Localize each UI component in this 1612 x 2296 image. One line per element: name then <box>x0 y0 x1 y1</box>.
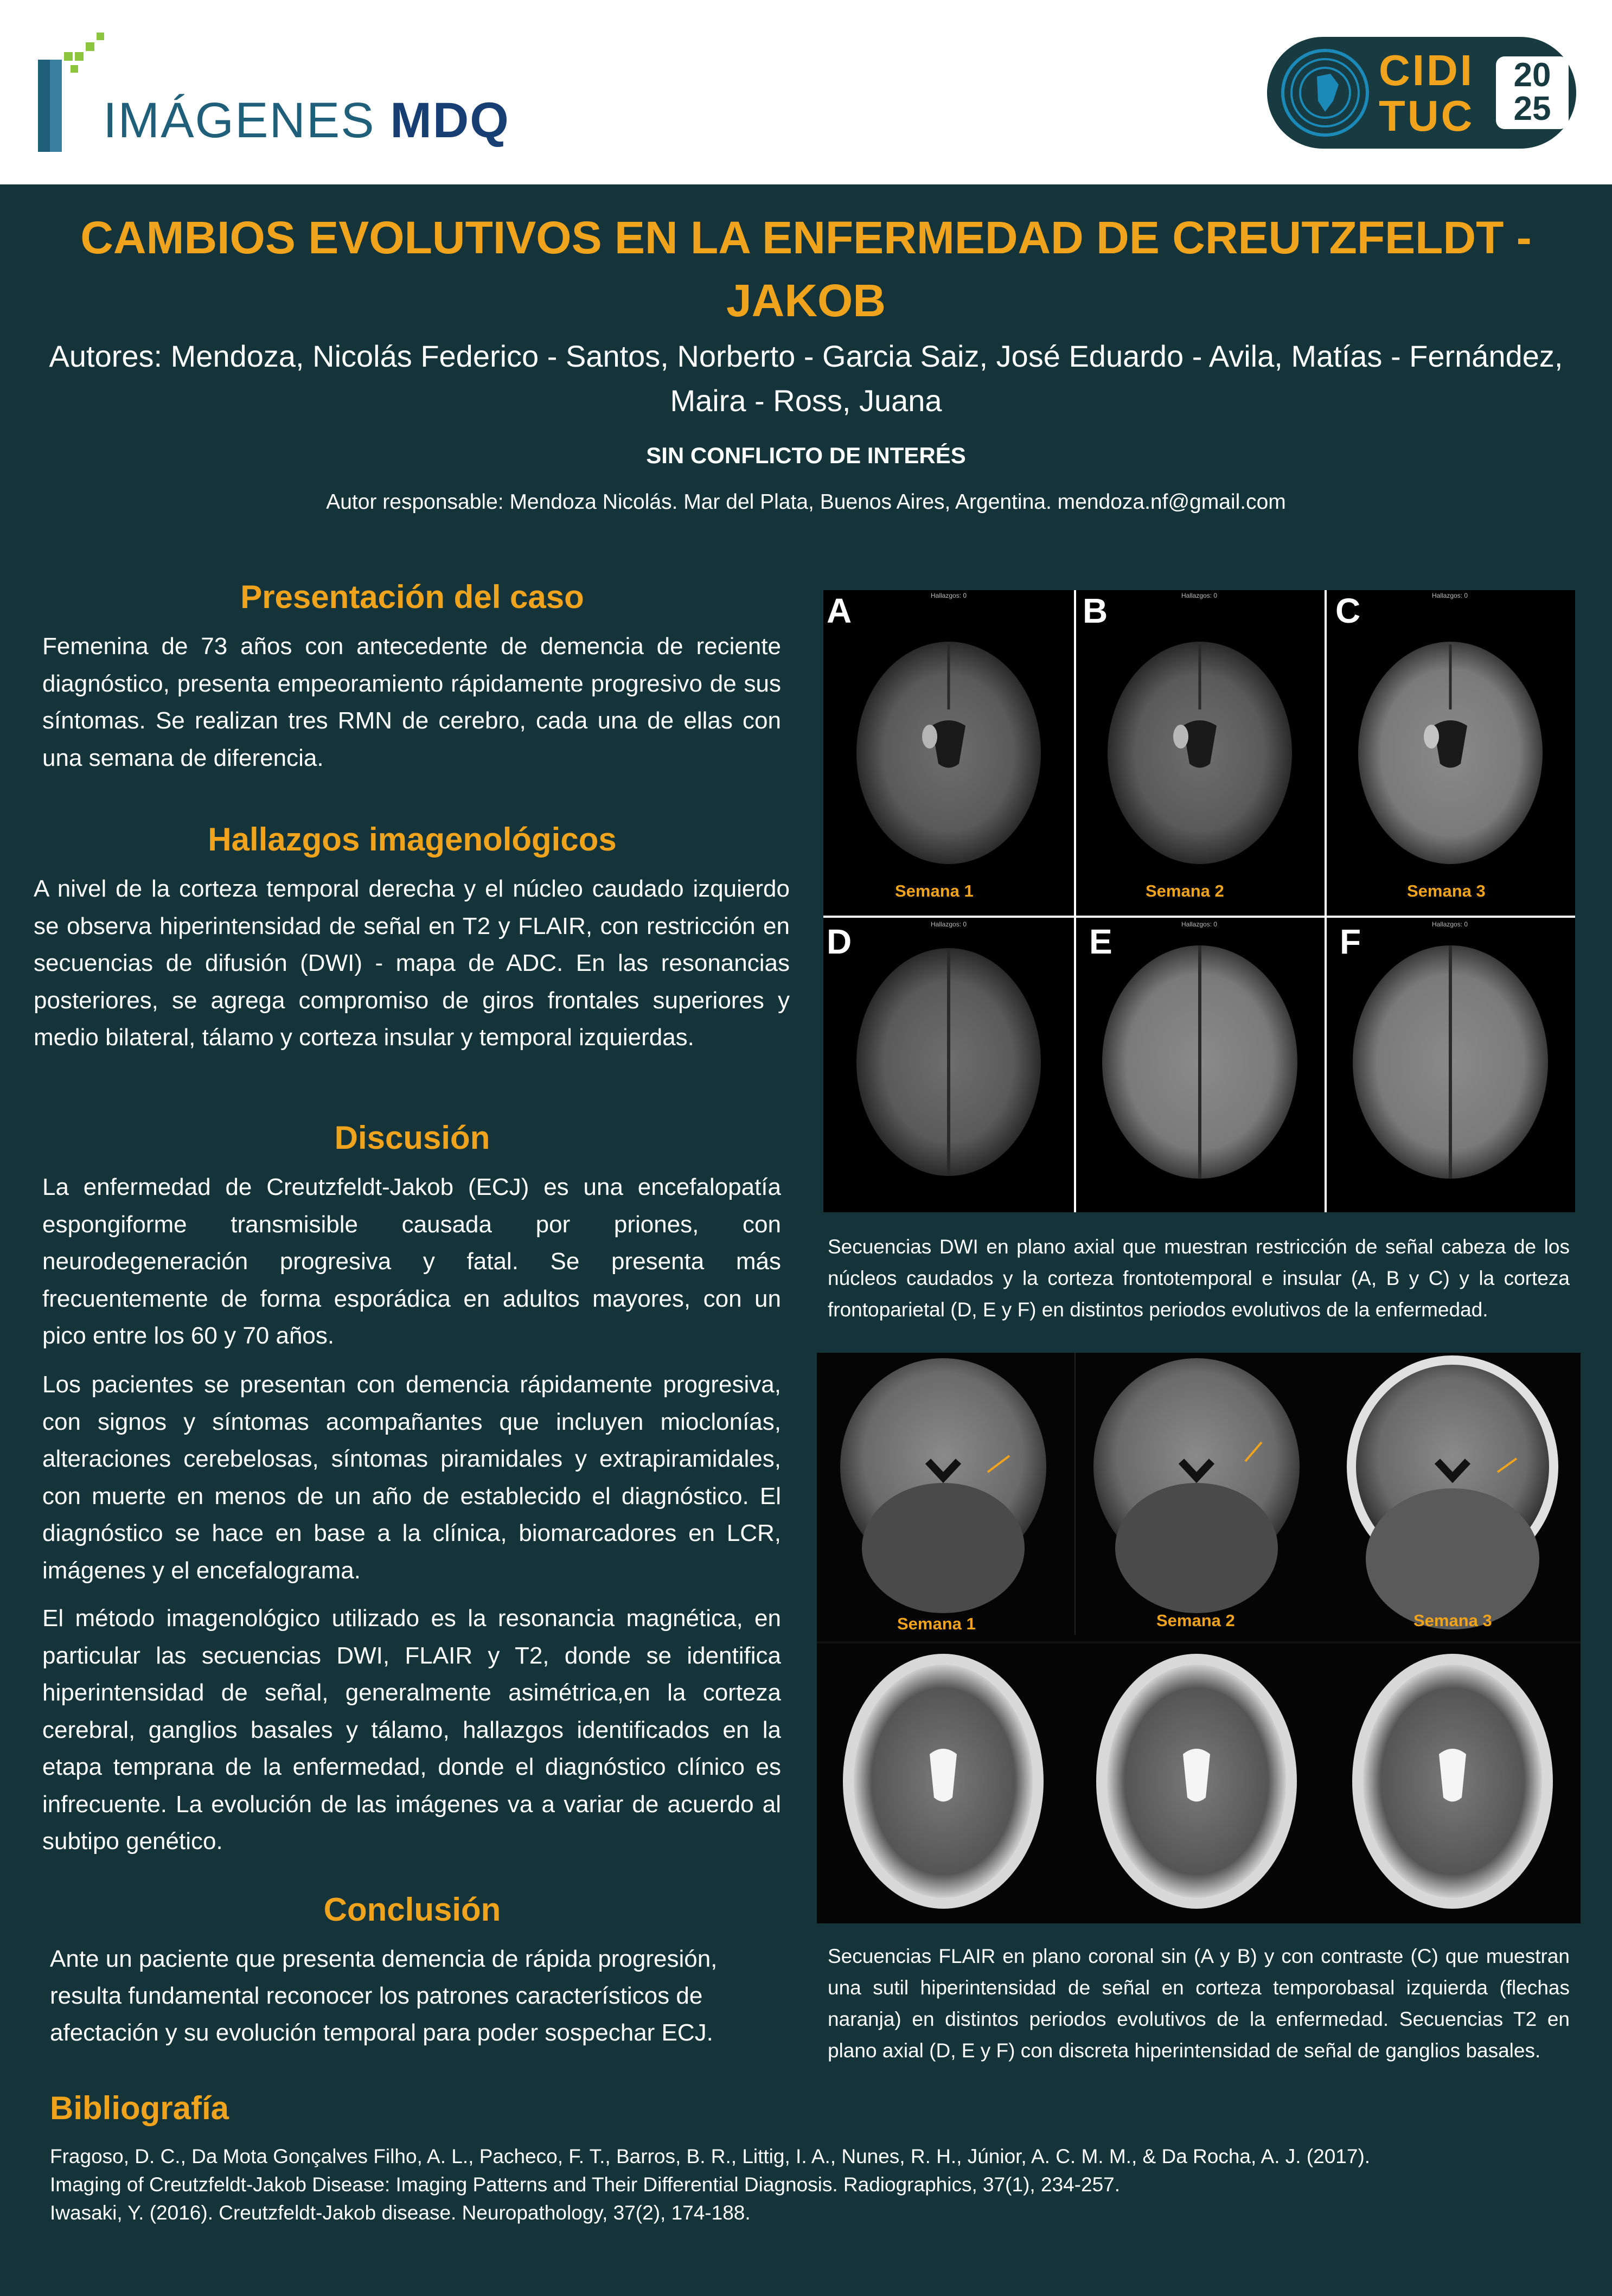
panel-tiny-label: Hallazgos: 0 <box>1432 592 1468 599</box>
bibliography-ref: Imaging of Creutzfeldt-Jakob Disease: Imaging Patterns and Their Differential Diagnosis. Radiographics, 37(1), 234-257. <box>50 2173 1121 2196</box>
dwi-brain-c <box>1358 642 1543 864</box>
bibliography-ref: Fragoso, D. C., Da Mota Gonçalves Filho, A. L., Pacheco, F. T., Barros, B. R., Littig, I. A., Nunes, R. H., Júnior, A. C. M. M., & Da Rocha, A. J. (2017). <box>50 2145 1371 2167</box>
logo-cidi-text <box>1379 48 1474 139</box>
week-label: Semana 3 <box>1413 1611 1492 1630</box>
t2-axial-f <box>1352 1654 1553 1909</box>
panel-tiny-label: Hallazgos: 0 <box>1181 592 1218 599</box>
t2-axial-e <box>1096 1654 1297 1909</box>
logo-year-a: 20 <box>1513 56 1551 94</box>
figure-divider <box>1325 590 1327 1212</box>
discussion-p3: El método imagenológico utilizado es la resonancia magnética, en particular las secuencias DWI, FLAIR y T2, donde se identifica hiperintensidad de señal, generalmente asimétrica,en la corteza cerebral, ganglios basales y tálamo, hallazgos identificados en la etapa temprana de la enfermedad, donde el diagnóstico clínico es infrecuente. La evolución de las imágenes va a variar de acuerdo al subtipo genético. <box>42 1605 781 1854</box>
week-label: Semana 3 <box>1407 881 1486 900</box>
flair-coronal-1 <box>840 1358 1046 1613</box>
panel-letter-f: F <box>1340 922 1361 961</box>
dwi-brain-a <box>856 642 1041 864</box>
discussion-heading: Discusión <box>334 1120 490 1156</box>
week-label: Semana 2 <box>1146 881 1224 900</box>
logo-year-badge <box>1496 56 1569 129</box>
case-text: Femenina de 73 años con antecedente de demencia de reciente diagnóstico, presenta empeoramiento rápidamente progresivo de sus síntomas. Se realizan tres RMN de cerebro, cada una de ellas con una semana de diferencia. <box>42 633 781 771</box>
poster-title: CAMBIOS EVOLUTIVOS EN LA ENFERMEDAD DE CREUTZFELDT - JAKOB <box>80 212 1532 326</box>
panel-letter-b: B <box>1083 591 1108 630</box>
flair-t2-figure <box>817 1353 1581 1923</box>
discussion-p1: La enfermedad de Creutzfeldt-Jakob (ECJ) es una encefalopatía espongiforme transmisible causada por priones, con neurodegeneración progresiva y fatal. Se presenta más frecuentemente de forma esporádica en adultos mayores, con un pico entre los 60 y 70 años. <box>42 1174 781 1349</box>
bibliography-ref: Iwasaki, Y. (2016). Creutzfeldt-Jakob disease. Neuropathology, 37(2), 174-188. <box>50 2202 751 2224</box>
panel-letter-e: E <box>1089 922 1112 961</box>
logo-text-a: IMÁGENES <box>103 93 375 148</box>
flair-t2-caption: Secuencias FLAIR en plano coronal sin (A y B) y con contraste (C) que muestran una sutil hiperintensidad de señal en corteza temporobasal izquierda (flechas naranja) en distintos periodos evolutivos de la enfermedad. Secuencias T2 en plano axial (D, E y F) con discreta hiperintensidad de señal de ganglios basales. <box>828 1945 1570 2062</box>
dwi-brain-d <box>856 948 1041 1176</box>
logo-year-b: 25 <box>1513 90 1551 127</box>
conflict-statement: SIN CONFLICTO DE INTERÉS <box>646 443 966 468</box>
conclusion-heading: Conclusión <box>323 1891 501 1928</box>
logo-text <box>103 92 510 149</box>
discussion-p2: Los pacientes se presentan con demencia rápidamente progresiva, con signos y síntomas acompañantes que incluyen mioclonías, alteraciones cerebelosas, síntomas piramidales y extrapiramidales, con muerte en menos de un año de establecido el diagnóstico. El diagnóstico se hace en base a la clínica, biomarcadores en LCR, imágenes y el encefalograma. <box>42 1371 781 1584</box>
dwi-brain-f <box>1353 945 1548 1179</box>
panel-tiny-label: Hallazgos: 0 <box>1432 920 1468 928</box>
week-label: Semana 2 <box>1156 1611 1235 1630</box>
week-label: Semana 1 <box>895 881 974 900</box>
cidi-tuc-logo <box>1267 37 1576 149</box>
figure-divider <box>1074 590 1076 1212</box>
imagenes-mdq-logo <box>38 27 510 157</box>
t2-axial-d <box>843 1654 1044 1909</box>
responsible-author: Autor responsable: Mendoza Nicolás. Mar del Plata, Buenos Aires, Argentina. mendoza.nf@gmail.com <box>326 490 1286 514</box>
panel-tiny-label: Hallazgos: 0 <box>931 592 967 599</box>
dwi-figure <box>823 590 1575 1212</box>
authors: Autores: Mendoza, Nicolás Federico - Santos, Norberto - Garcia Saiz, José Eduardo - Avila, Matías - Fernández, Maira - Ross, Juana <box>49 339 1563 418</box>
dwi-brain-e <box>1102 945 1297 1179</box>
bibliography-list <box>50 2142 1514 2227</box>
panel-tiny-label: Hallazgos: 0 <box>931 920 967 928</box>
figure-divider <box>823 916 1575 918</box>
findings-heading: Hallazgos imagenológicos <box>208 821 617 858</box>
panel-letter-d: D <box>827 922 852 961</box>
panel-tiny-label: Hallazgos: 0 <box>1181 920 1218 928</box>
dwi-brain-b <box>1108 642 1292 864</box>
globe-icon <box>1279 47 1371 139</box>
case-heading: Presentación del caso <box>240 579 584 615</box>
bibliography-heading: Bibliografía <box>50 2090 229 2126</box>
panel-letter-a: A <box>827 591 852 630</box>
logo-cidi-line2: TUC <box>1379 92 1475 140</box>
panel-letter-c: C <box>1335 591 1361 630</box>
logo-cidi-line1: CIDI <box>1379 46 1474 94</box>
week-label: Semana 1 <box>897 1614 976 1633</box>
dwi-caption: Secuencias DWI en plano axial que muestran restricción de señal cabeza de los núcleos caudados y la corteza frontotemporal e insular (A, B y C) y la corteza frontoparietal (D, E y F) en distintos periodos evolutivos de la enfermedad. <box>828 1236 1570 1321</box>
conclusion-text: Ante un paciente que presenta demencia de rápida progresión, resulta fundamental reconocer los patrones característicos de afectación y su evolución temporal para poder sospechar ECJ. <box>50 1946 718 2046</box>
findings-text: A nivel de la corteza temporal derecha y el núcleo caudado izquierdo se observa hiperintensidad de señal en T2 y FLAIR, con restricción en secuencias de difusión (DWI) - mapa de ADC. En las resonancias posteriores, se agrega compromiso de giros frontales superiores y medio bilateral, tálamo y corteza insular y temporal izquierdas. <box>34 875 790 1051</box>
logo-text-b: MDQ <box>390 93 510 148</box>
flair-coronal-2 <box>1093 1358 1300 1613</box>
